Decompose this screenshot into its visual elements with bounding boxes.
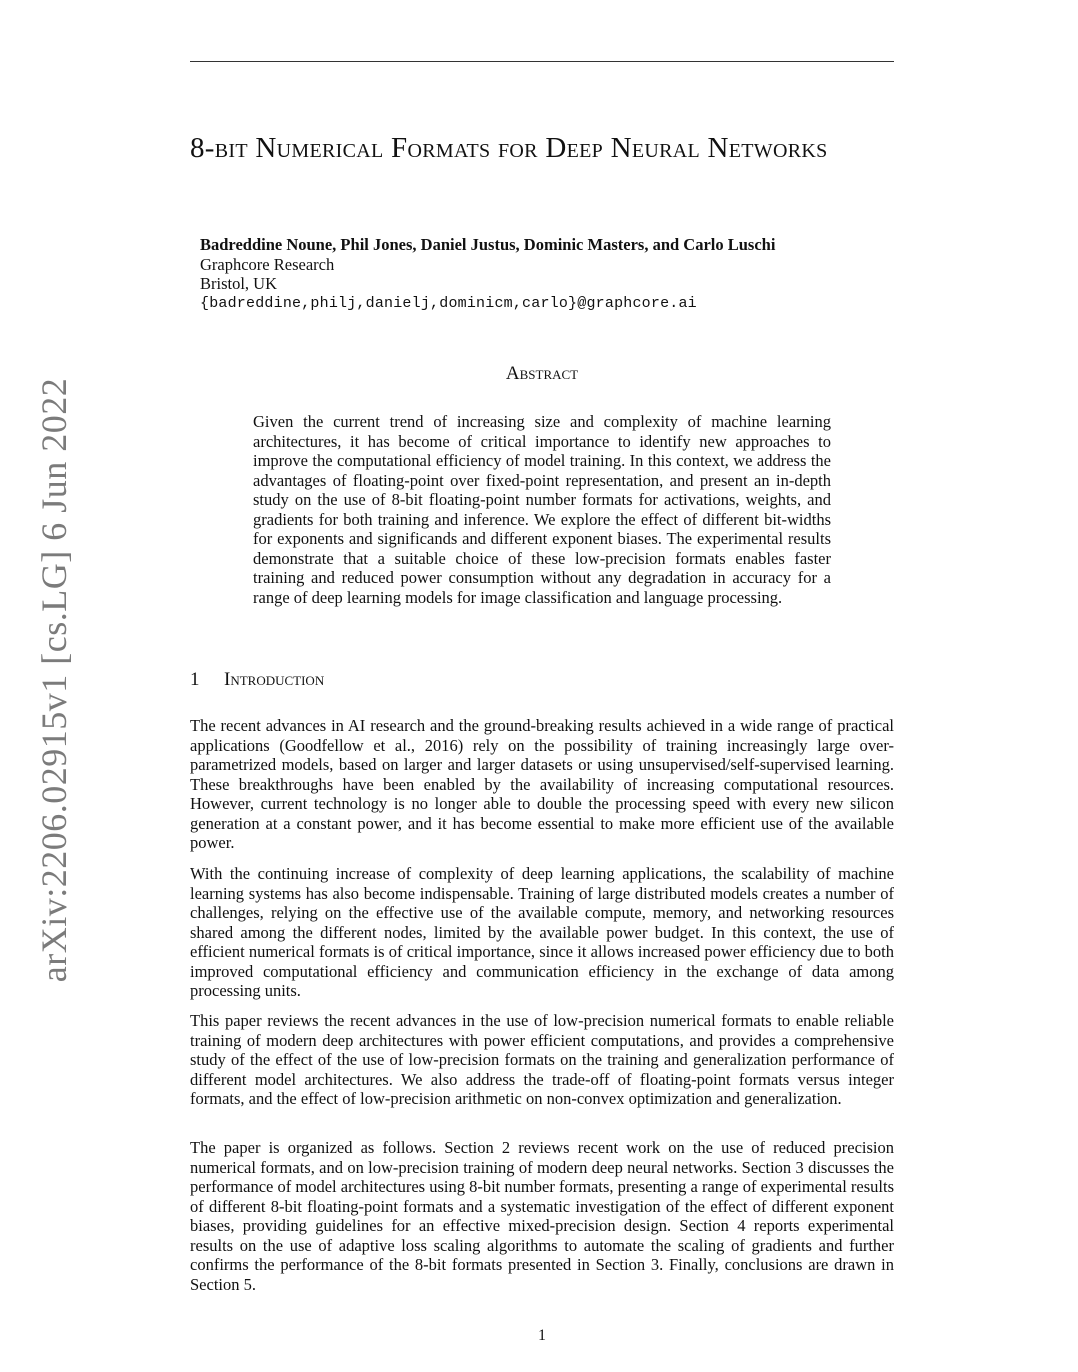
header-rule	[190, 61, 894, 62]
location: Bristol, UK	[200, 274, 278, 293]
intro-paragraph-1: The recent advances in AI research and the ground-breaking results achieved in a wide range of practical applications (Goodfellow et al., 2016) rely on the possibility of training increasingly large over-parametrized models, based on larger and larger datasets or using unsupervised/self-supervised learning. These breakthroughs have been enabled by the availability of increasing computational resources. However, current technology is no longer able to double the processing speed with every new silicon generation at a constant power, and it has become essential to make more efficient use of the available power.	[190, 716, 894, 852]
author-emails: {badreddine,philj,danielj,dominicm,carlo}@graphcore.ai	[200, 294, 697, 312]
intro-paragraph-3: This paper reviews the recent advances in the use of low-precision numerical formats to enable reliable training of modern deep architectures with power efficient computations, and provides a comprehensive study of the effect of the use of low-precision formats on the training and generalization performance of different model architectures. We also address the trade-off of floating-point formats versus integer formats, and the effect of low-precision arithmetic on non-convex optimization and generalization.	[190, 1011, 894, 1108]
section-number: 1	[190, 669, 200, 690]
page-number: 1	[538, 1327, 546, 1344]
author-block	[200, 235, 894, 313]
affiliation: Graphcore Research	[200, 254, 335, 274]
paper-title: 8-bit Numerical Formats for Deep Neural Networks	[190, 132, 828, 164]
abstract-heading: Abstract	[505, 363, 579, 384]
author-names: Badreddine Noune, Phil Jones, Daniel Justus, Dominic Masters, and Carlo Luschi	[200, 235, 776, 254]
section-title: Introduction	[224, 669, 325, 690]
intro-paragraph-2: With the continuing increase of complexity of deep learning applications, the scalability of machine learning systems has also become indispensable. Training of large distributed models creates a number of challenges, relying on the effective use of the available compute, memory, and networking resources shared among the different nodes, limited by the available power budget. In this context, the use of efficient numerical formats is of critical importance, since it allows increased power efficiency due to both improved computational efficiency and communication efficiency in the exchange of data among processing units.	[190, 864, 894, 1000]
abstract-body: Given the current trend of increasing size and complexity of machine learning architectures, it has become of critical importance to identify new approaches to improve the computational efficiency of model training. In this context, we address the advantages of floating-point over fixed-point representation, and present an in-depth study on the use of 8-bit floating-point number formats for activations, weights, and gradients for both training and inference. We explore the effect of different bit-widths for exponents and significands and different exponent biases. The experimental results demonstrate that a suitable choice of these low-precision formats enables faster training and reduced power consumption without any degradation in accuracy for a range of deep learning models for image classification and language processing.	[253, 412, 831, 607]
arxiv-stamp: arXiv:2206.02915v1 [cs.LG] 6 Jun 2022	[34, 377, 74, 983]
intro-paragraph-4: The paper is organized as follows. Section 2 reviews recent work on the use of reduced precision numerical formats, and on low-precision training of modern deep neural networks. Section 3 discusses the performance of model architectures using 8-bit number formats, presenting a range of experimental results of different 8-bit floating-point formats and a systematic investigation of the effect of different exponent biases, providing guidelines for an effective mixed-precision design. Section 4 reports experimental results on the use of adaptive loss scaling algorithms to automate the scaling of gradients and further confirms the performance of the 8-bit formats presented in Section 3. Finally, conclusions are drawn in Section 5.	[190, 1138, 894, 1294]
section-heading-introduction	[190, 669, 894, 691]
